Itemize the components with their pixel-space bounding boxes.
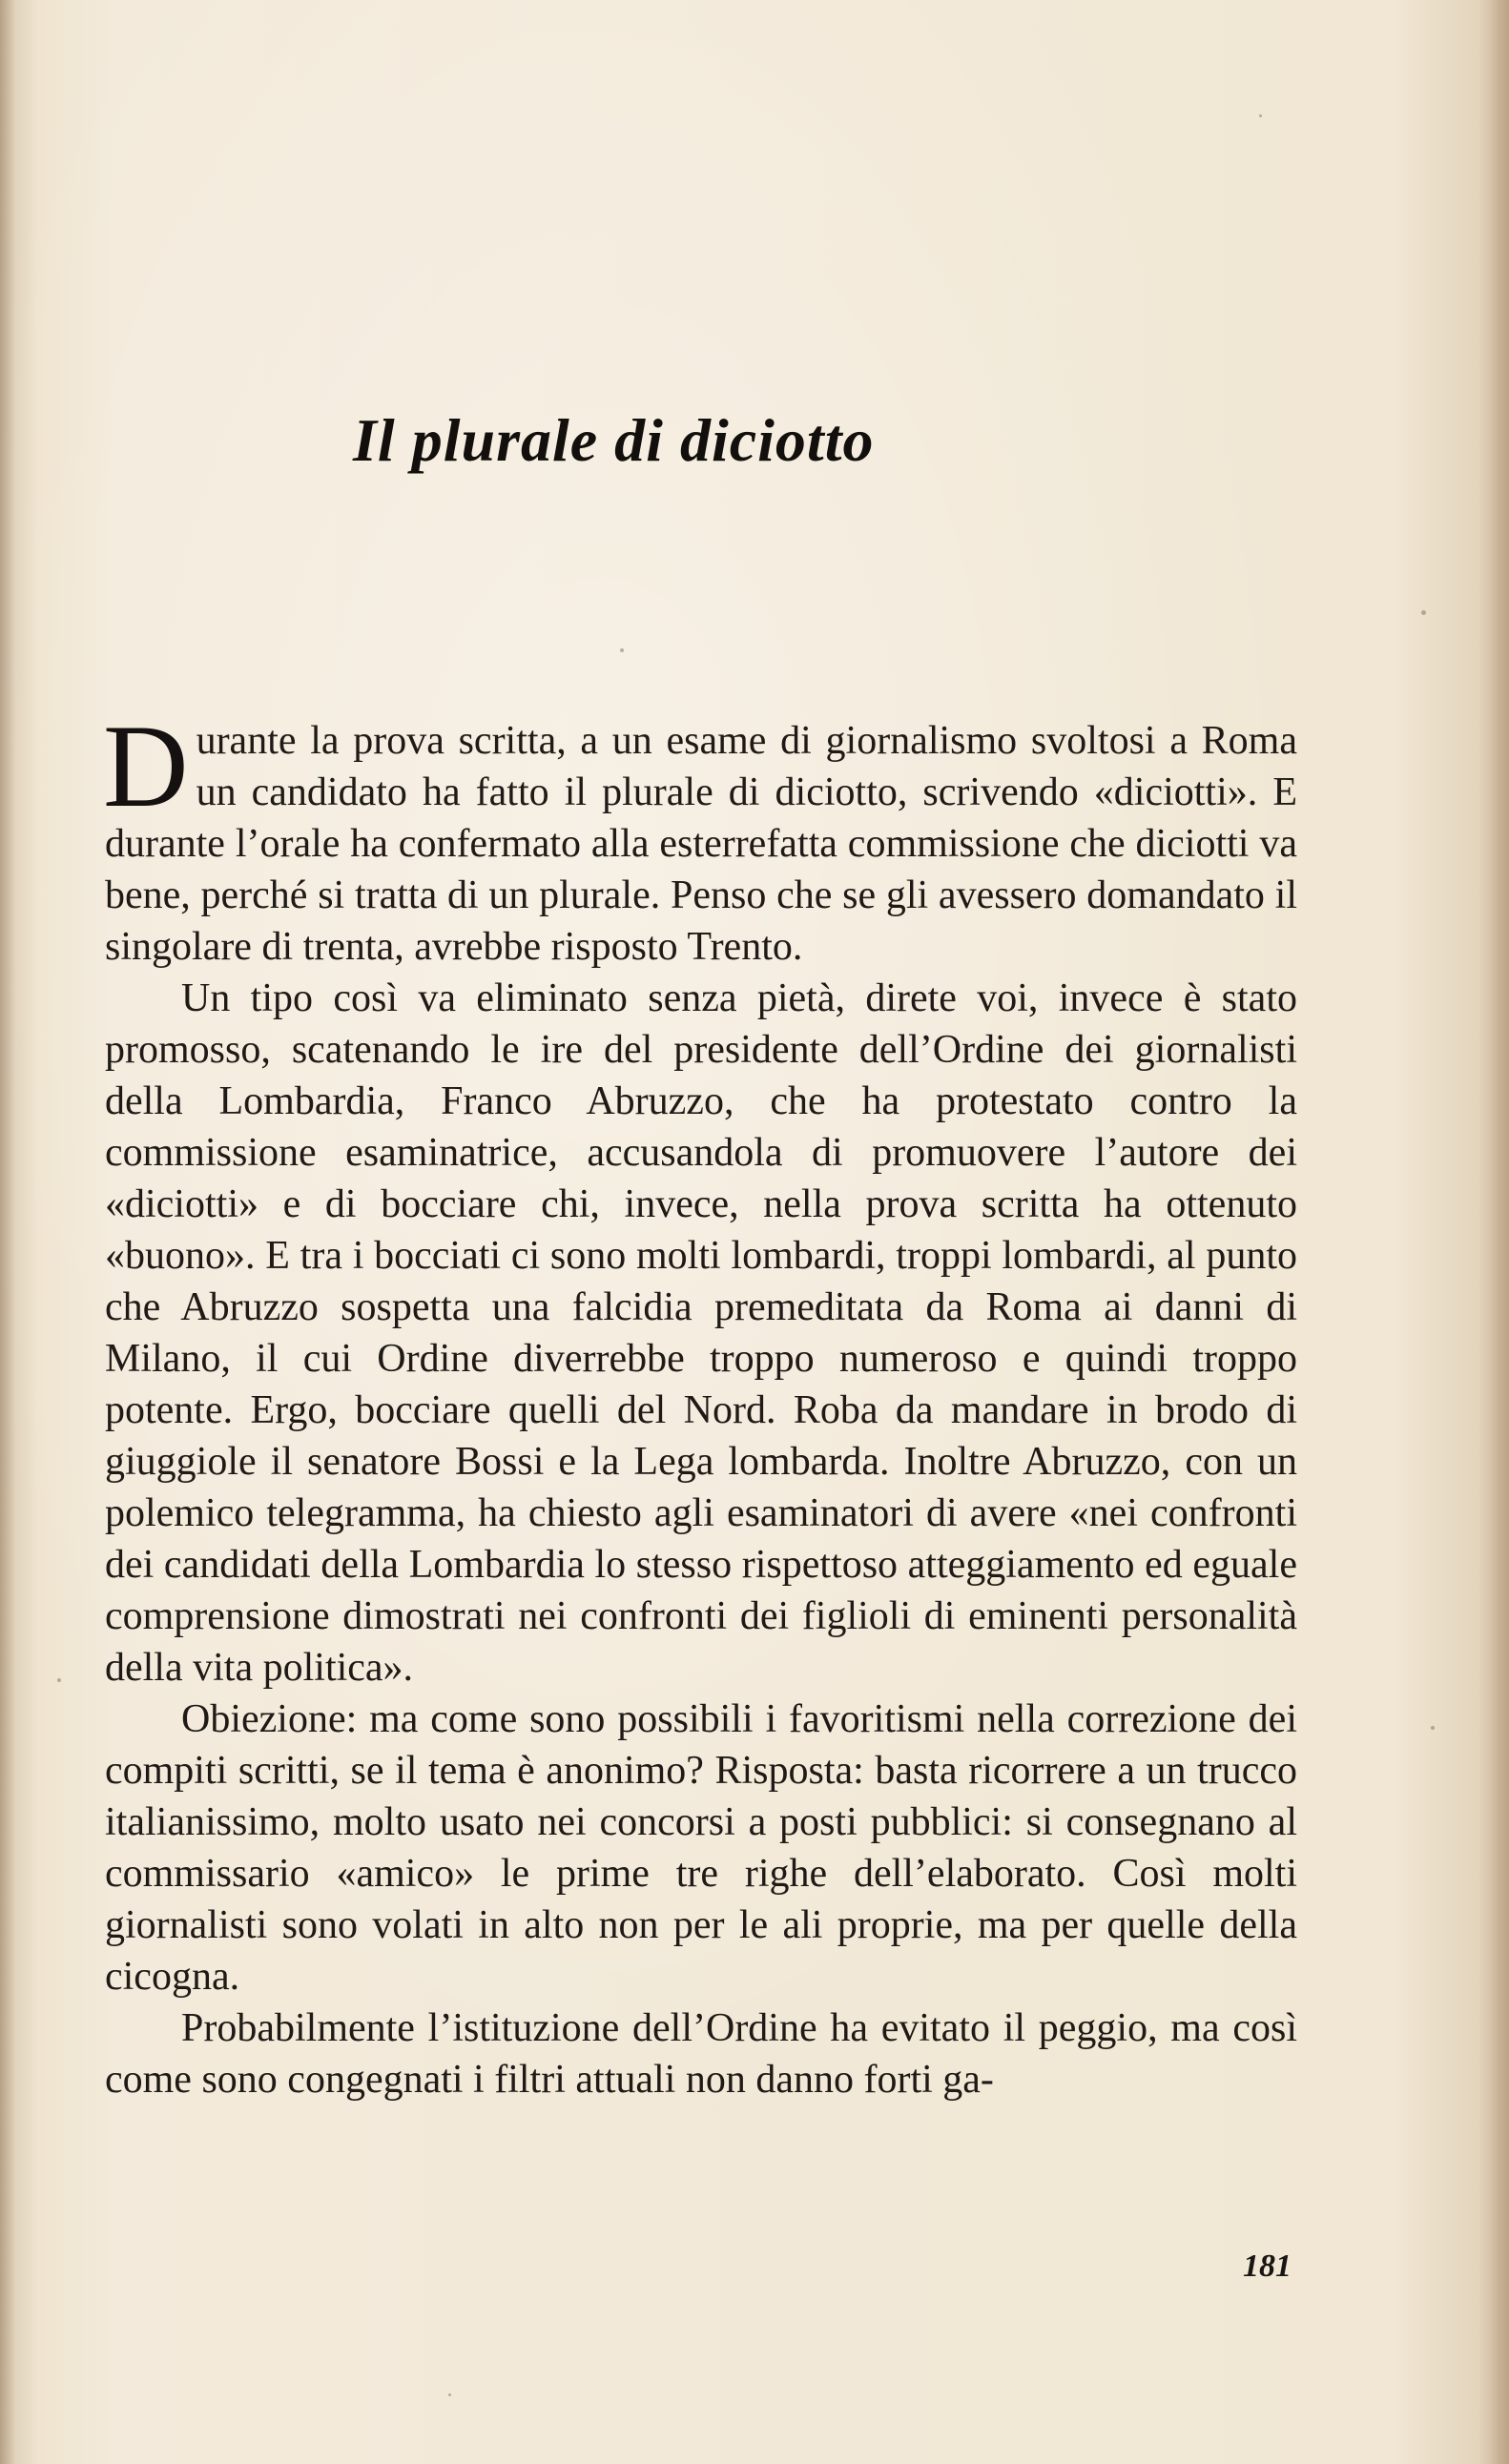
body-text [103,701,1297,2105]
paragraph-1 [103,701,1297,973]
paper-speck [57,1678,61,1682]
paper-speck [448,2393,451,2396]
paragraph-3: Obiezione: ma come sono possibili i favoritismi nella correzione dei compiti scritti, se il tema è anonimo? Risposta: basta ricorrere a un trucco italianissimo, molto usato nei concorsi a posti pubblici: si consegnano al commissario «amico» le prime tre righe dell’elaborato. Così molti giornalisti sono volati in alto non per le ali proprie, ma per quelle della cicogna. [105,1697,1297,1999]
paragraph-1-text: urante la prova scritta, a un esame di giornalismo svoltosi a Roma un candidato ha fatto il plurale di diciotto, scrivendo «diciotti». E durante l’orale ha confermato alla esterrefatta commissione che diciotti va bene, perché si tratta di un plurale. Penso che se gli avessero domandato il singolare di trenta, avrebbe risposto Trento. [105,719,1297,969]
paragraph-4: Probabilmente l’istituzione dell’Ordine ha evitato il peggio, ma così come sono congegnati i filtri attuali non danno forti ga- [105,2006,1297,2102]
paragraph-2: Un tipo così va eliminato senza pietà, direte voi, invece è stato promosso, scatenando le ire del presidente dell’Ordine dei giornalisti della Lombardia, Franco Abruzzo, che ha protestato contro la commissione esaminatrice, accusandola di promuovere l’autore dei «diciotti» e di bocciare chi, invece, nella prova scritta ha ottenuto «buono». E tra i bocciati ci sono molti lombardi, troppi lombardi, al punto che Abruzzo sospetta una falcidia premeditata da Roma ai danni di Milano, il cui Ordine diverrebbe troppo numeroso e quindi troppo potente. Ergo, bocciare quelli del Nord. Roba da mandare in brodo di giuggiole il senatore Bossi e la Lega lombarda. Inoltre Abruzzo, con un polemico telegramma, ha chiesto agli esaminatori di avere «nei confronti dei candidati della Lombardia lo stesso rispettoso atteggiamento ed eguale comprensione dimostrati nei confronti dei figlioli di eminenti personalità della vita politica». [105,976,1297,1690]
page-number: 181 [1243,2248,1292,2284]
page-right-shadow [1478,0,1509,2464]
page-left-shadow [0,0,15,2464]
paper-speck [1431,1726,1435,1730]
paper-speck [1421,610,1426,615]
paper-speck [1259,114,1262,117]
paper-speck [620,648,624,652]
drop-cap: D [103,701,189,832]
chapter-title: Il plurale di diciotto [353,406,875,474]
